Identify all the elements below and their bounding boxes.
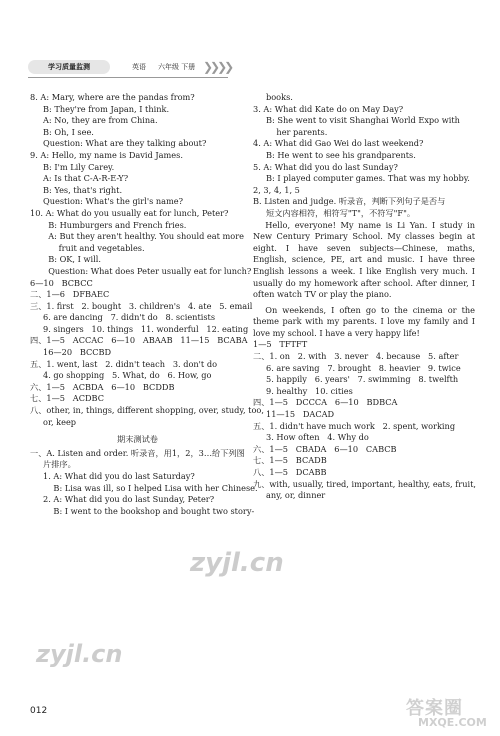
text-line: 2, 3, 4, 1, 5 (253, 184, 300, 195)
text-line: 6—10 BCBCC (30, 277, 93, 288)
text-line: 3. How often 4. Why do (253, 432, 369, 443)
exam-lines (30, 447, 258, 518)
text-line: 短文内容相符，相符写"T"，不符写"F"。 (253, 207, 416, 218)
text-line: 16—20 BCCBD (30, 347, 112, 358)
text-line: B: Humburgers and French fries. (30, 219, 187, 230)
text-line: B: Yes, that's right. (30, 184, 123, 195)
text-line: 五、1. went, last 2. didn't teach 3. don't do (30, 358, 217, 369)
text-line: 4. go shopping 5. What, do 6. How, go (30, 370, 212, 381)
text-line: Question: What does Peter usually eat for lunch? (30, 265, 252, 276)
text-line: 9. A: Hello, my name is David James. (30, 149, 183, 160)
series-title: 学习质量监测 (28, 60, 110, 74)
text-line: B. Listen and judge. 听录音，判断下列句子是否与 (253, 196, 446, 207)
subject-label: 英语 (132, 63, 146, 71)
text-line: B: Lisa was ill, so I helped Lisa with her Chinese. (30, 482, 258, 493)
left-answer-lines (30, 92, 264, 428)
text-line: 六、1—5 ACBDA 6—10 BCDDB (30, 381, 175, 392)
right-top-lines (253, 92, 475, 220)
text-line: B: Oh, I see. (30, 126, 94, 137)
text-line: 8. A: Mary, where are the pandas from? (30, 92, 195, 102)
text-line: 九、with, usually, tired, important, healthy, eats, fruit, (253, 478, 476, 489)
exam-title: 期末测试卷 (117, 434, 158, 445)
watermark-logo: zyjl.cn (36, 640, 123, 668)
right-bottom-lines (253, 339, 475, 501)
text-line: 2. A: What did you do last Sunday, Peter? (30, 494, 215, 505)
text-line: Question: What are they talking about? (30, 138, 207, 149)
text-line: A: Is that C-A-R-E-Y? (30, 173, 129, 184)
text-line: 八、1—5 DCABB (253, 467, 327, 477)
text-line: B: He went to see his grandparents. (253, 149, 416, 160)
text-line: 1—5 TFTFT (253, 339, 308, 350)
text-line: 七、1—5 ACDBC (30, 393, 104, 404)
text-line: 四、1—5 ACCAC 6—10 ABAAB 11—15 BCABA (30, 335, 248, 346)
header-divider (28, 77, 228, 78)
decorative-chevrons-icon: ❯❯❯❯ (203, 60, 232, 74)
right-column (253, 92, 475, 502)
page-header (28, 60, 232, 76)
text-line: 六、1—5 CBADA 6—10 CABCB (253, 443, 397, 454)
text-line: B: I played computer games. That was my hobby. (253, 173, 470, 184)
text-line: Question: What's the girl's name? (30, 196, 184, 207)
text-line: 10. A: What do you usually eat for lunch, Peter? (30, 207, 229, 218)
text-line: 5. happily 6. years' 7. swimming 8. twelfth (253, 374, 459, 385)
watermark-logo: zyjl.cn (190, 548, 284, 578)
text-line: any, or, dinner (253, 490, 326, 501)
text-line: 片排序。 (30, 459, 76, 470)
text-line: 6. are saving 7. brought 8. heavier 9. twice (253, 362, 461, 373)
left-column (30, 92, 264, 517)
passage-paragraph-1: Hello, everyone! My name is Li Yan. I study in New Century Primary School. My classes begin at eight. I have seven subjects—Chinese, maths, English, science, PE, art and music. I have three English lessons a week. I like English very much. I usually do my homework after school. After dinner, I often watch TV or play the piano. (253, 219, 475, 300)
text-line: 6. are dancing 7. didn't do 8. scientists (30, 312, 216, 323)
text-line: 3. A: What did Kate do on May Day? (253, 103, 404, 114)
text-line: 五、1. didn't have much work 2. spent, working (253, 420, 456, 431)
text-line: 9. healthy 10. cities (253, 385, 353, 396)
corner-logo: 答案圈 MXQE.COM (406, 698, 487, 729)
text-line: books. (253, 92, 293, 102)
text-line: B: I'm Lily Carey. (30, 161, 115, 172)
text-line: 二、1. on 2. with 3. never 4. because 5. after (253, 351, 459, 362)
text-line: A: No, they are from China. (30, 115, 158, 126)
text-line: B: I went to the bookshop and bought two story- (30, 505, 255, 516)
text-line: 八、other, in, things, different shopping, over, study, too, (30, 405, 264, 416)
text-line: 5. A: What did you do last Sunday? (253, 161, 398, 172)
text-line: A: But they aren't healthy. You should eat more (30, 231, 244, 242)
page-number: 012 (30, 706, 48, 716)
text-line: 四、1—5 DCCCA 6—10 BDBCA (253, 397, 398, 408)
text-line: or, keep (30, 416, 77, 427)
text-line: her parents. (253, 126, 328, 137)
text-line: fruit and vegetables. (30, 242, 145, 253)
grade-label: 六年级 下册 (158, 63, 196, 71)
text-line: B: They're from Japan, I think. (30, 103, 170, 114)
text-line: B: OK, I will. (30, 254, 101, 265)
text-line: 1. A: What did you do last Saturday? (30, 471, 195, 481)
text-line: 三、1. first 2. bought 3. children's 4. ate 5. email (30, 300, 253, 311)
text-line: 一、A. Listen and order. 听录音，用1，2，3…给下列图 (30, 447, 245, 458)
passage-paragraph-2: On weekends, I often go to the cinema or the theme park with my parents. I love my family and I love my school. I have a very happy life! (253, 304, 475, 338)
text-line: 二、1—6 DFBAEC (30, 289, 110, 300)
text-line: B: She went to visit Shanghai World Expo with (253, 115, 460, 126)
text-line: 4. A: What did Gao Wei do last weekend? (253, 138, 424, 149)
text-line: 11—15 DACAD (253, 409, 335, 420)
text-line: 9. singers 10. things 11. wonderful 12. eating (30, 323, 249, 334)
text-line: 七、1—5 BCADB (253, 455, 327, 466)
